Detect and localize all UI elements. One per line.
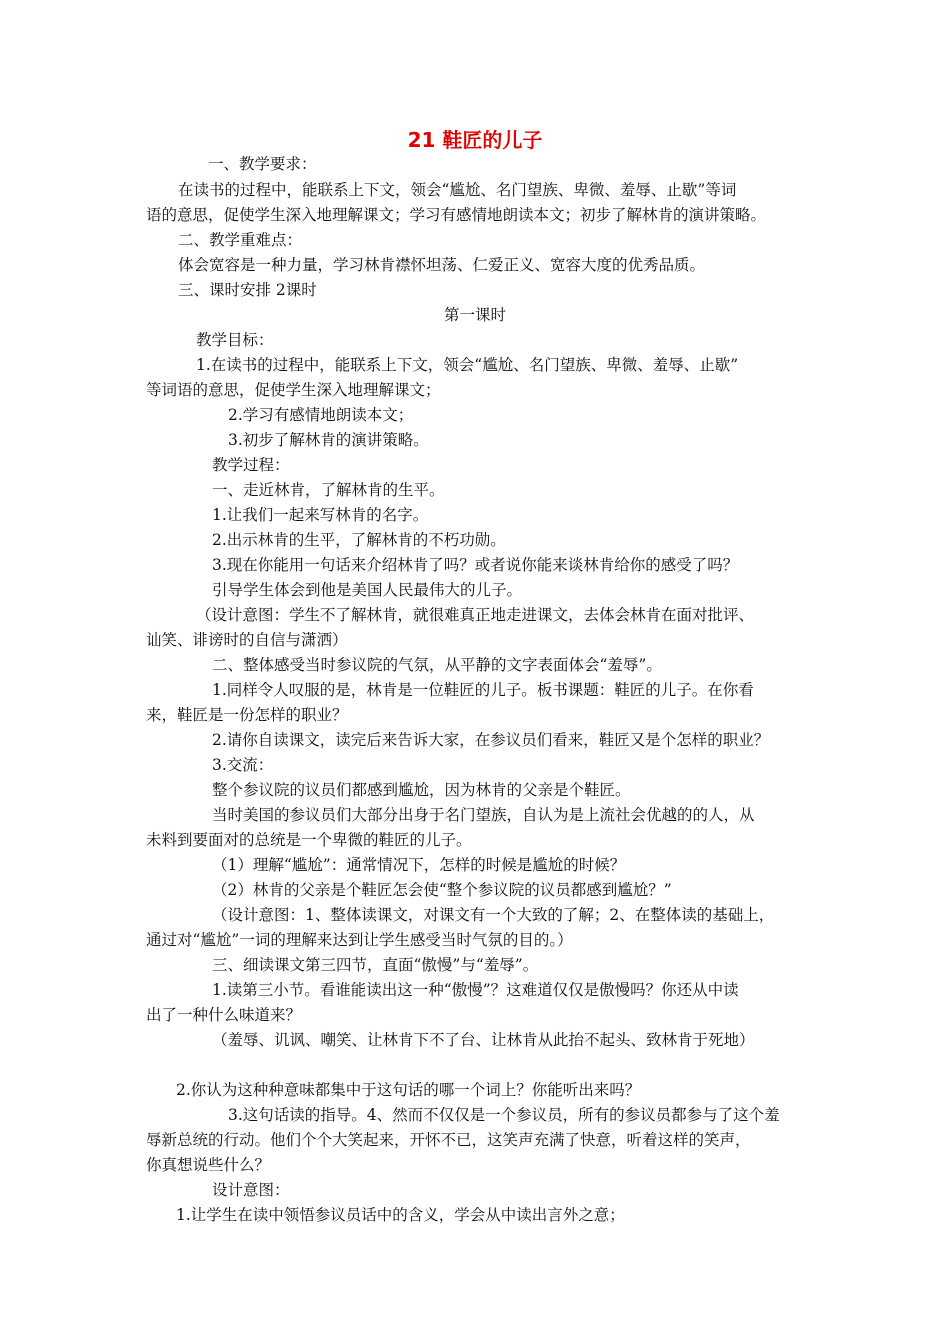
goal-item: 2.学习有感情地朗读本文； xyxy=(228,406,414,424)
design-intent: 讪笑、诽谤时的自信与潇洒） xyxy=(146,631,348,649)
step-subitem: （2）林肯的父亲是个鞋匠怎会使“整个参议院的议员都感到尴尬？” xyxy=(212,881,672,899)
step-item: 3.交流： xyxy=(212,756,274,774)
design-intent: 1.让学生在读中领悟参议员话中的含义，学会从中读出言外之意； xyxy=(176,1206,625,1224)
step-item: 2.你认为这种种意味都集中于这句话的哪一个词上？你能听出来吗？ xyxy=(176,1081,641,1099)
step-item: 辱新总统的行动。他们个个大笑起来，开怀不已，这笑声充满了快意，听着这样的笑声， xyxy=(146,1131,751,1149)
design-intent: （设计意图：1、整体读课文，对课文有一个大致的了解；2、在整体读的基础上， xyxy=(212,906,775,924)
goal-item: 3.初步了解林肯的演讲策略。 xyxy=(228,431,429,449)
design-intent-heading: 设计意图： xyxy=(212,1181,290,1199)
step-subitem: （1）理解“尴尬”：通常情况下，怎样的时候是尴尬的时候？ xyxy=(212,856,626,874)
schedule-heading: 三、课时安排 2课时 xyxy=(178,281,317,299)
requirements-heading: 一、教学要求： xyxy=(208,155,317,173)
goal-item: 1.在读书的过程中，能联系上下文，领会“尴尬、名门望族、卑微、羞辱、止歇” xyxy=(196,356,739,374)
step-item: 2.出示林肯的生平，了解林肯的不朽功勋。 xyxy=(212,531,506,549)
step-heading: 一、走近林肯，了解林肯的生平。 xyxy=(212,481,445,499)
design-intent: （设计意图：学生不了解林肯，就很难真正地走进课文，去体会林肯在面对批评、 xyxy=(196,606,755,624)
step-item: 来，鞋匠是一份怎样的职业？ xyxy=(146,706,348,724)
step-item: 你真想说些什么？ xyxy=(146,1156,271,1174)
process-heading: 教学过程： xyxy=(212,456,290,474)
step-heading: 二、整体感受当时参议院的气氛，从平静的文字表面体会“羞辱”。 xyxy=(212,656,662,674)
step-heading: 三、细读课文第三四节，直面“傲慢”与“羞辱”。 xyxy=(212,956,539,974)
difficulties-text: 体会宽容是一种力量，学习林肯襟怀坦荡、仁爱正义、宽容大度的优秀品质。 xyxy=(178,256,706,274)
requirements-text-line: 在读书的过程中，能联系上下文，领会“尴尬、名门望族、卑微、羞辱、止歇”等词 xyxy=(178,181,737,199)
step-item: 2.请你自读课文，读完后来告诉大家，在参议员们看来，鞋匠又是个怎样的职业？ xyxy=(212,731,770,749)
goals-heading: 教学目标： xyxy=(196,331,274,349)
step-item: 出了一种什么味道来？ xyxy=(146,1006,302,1024)
step-item: 未料到要面对的总统是一个卑微的鞋匠的儿子。 xyxy=(146,831,472,849)
step-item: 整个参议院的议员们都感到尴尬，因为林肯的父亲是个鞋匠。 xyxy=(212,781,631,799)
design-intent: 通过对“尴尬”一词的理解来达到让学生感受当时气氛的目的。） xyxy=(146,931,573,949)
step-item: 引导学生体会到他是美国人民最伟大的儿子。 xyxy=(212,581,523,599)
lesson-heading: 第一课时 xyxy=(443,306,506,324)
goal-item: 等词语的意思，促使学生深入地理解课文； xyxy=(146,381,441,399)
step-item: 3.这句话读的指导。4、然而不仅仅是一个参议员，所有的参议员都参与了这个羞 xyxy=(228,1106,780,1124)
step-item: 3.现在你能用一句话来介绍林肯了吗？或者说你能来谈林肯给你的感受了吗？ xyxy=(212,556,739,574)
requirements-text-line: 语的意思，促使学生深入地理解课文；学习有感情地朗读本文；初步了解林肯的演讲策略。 xyxy=(146,206,767,224)
difficulties-heading: 二、教学重难点： xyxy=(178,231,303,249)
step-item: 1.让我们一起来写林肯的名字。 xyxy=(212,506,429,524)
step-item: 1.同样令人叹服的是，林肯是一位鞋匠的儿子。板书课题：鞋匠的儿子。在你看 xyxy=(212,681,754,699)
step-answer: （羞辱、讥讽、嘲笑、让林肯下不了台、让林肯从此抬不起头、致林肯于死地） xyxy=(212,1031,755,1049)
document-title: 21 鞋匠的儿子 xyxy=(407,128,543,152)
step-item: 当时美国的参议员们大部分出身于名门望族，自认为是上流社会优越的的人，从 xyxy=(212,806,755,824)
step-item: 1.读第三小节。看谁能读出这一种“傲慢”？这难道仅仅是傲慢吗？你还从中读 xyxy=(212,981,739,999)
